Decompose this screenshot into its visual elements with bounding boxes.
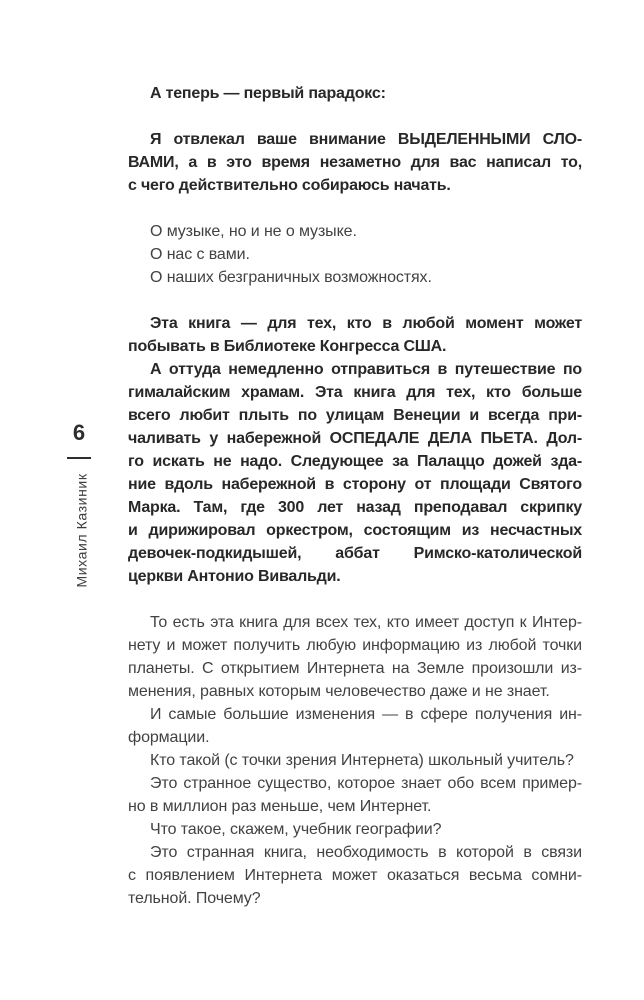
paragraph bbox=[128, 312, 582, 358]
text-line: но в миллион раз меньше, чем Интернет. bbox=[128, 798, 432, 815]
text-line: Эта книга — для тех, кто в любой момент может bbox=[150, 315, 582, 332]
text-line: Марка. Там, где 300 лет назад преподавал скрипку bbox=[128, 499, 582, 516]
paragraph bbox=[128, 749, 582, 772]
paragraph bbox=[128, 82, 582, 105]
text-line: О наших безграничных возможностях. bbox=[150, 269, 432, 286]
page-content bbox=[128, 82, 582, 910]
text-line: А оттуда немедленно отправиться в путешествие по bbox=[150, 361, 582, 378]
paragraph bbox=[128, 611, 582, 703]
text-line: Это странное существо, которое знает обо всем пример- bbox=[150, 775, 582, 792]
author-name-vertical: Михаил Казиник bbox=[73, 473, 90, 588]
paragraph bbox=[128, 818, 582, 841]
text-line: Кто такой (с точки зрения Интернета) школьный учитель? bbox=[150, 752, 574, 769]
text-line: А теперь — первый парадокс: bbox=[150, 85, 386, 102]
paragraph bbox=[128, 841, 582, 910]
text-line: го искать не надо. Следующее за Палаццо дожей зда- bbox=[128, 453, 582, 470]
text-line: То есть эта книга для всех тех, кто имеет доступ к Интер- bbox=[150, 614, 582, 631]
text-line: ВАМИ, а в это время незаметно для вас написал то, bbox=[128, 154, 582, 171]
page-number: 6 bbox=[72, 420, 86, 445]
text-line: планеты. С открытием Интернета на Земле произошли из- bbox=[128, 660, 582, 677]
text-line: гималайским храмам. Эта книга для тех, кто больше bbox=[128, 384, 582, 401]
paragraph bbox=[128, 358, 582, 588]
text-line: и дирижировал оркестром, состоящим из несчастных bbox=[128, 522, 582, 539]
text-line: с появлением Интернета может оказаться весьма сомни- bbox=[128, 867, 582, 884]
text-line: чаливать у набережной ОСПЕДАЛЕ ДЕЛА ПЬЕТА. Дол- bbox=[128, 430, 582, 447]
text-line: нету и может получить любую информацию из любой точки bbox=[128, 637, 582, 654]
text-line: побывать в Библиотеке Конгресса США. bbox=[128, 338, 447, 355]
text-line: О музыке, но и не о музыке. bbox=[150, 223, 357, 240]
text-line: тельной. Почему? bbox=[128, 890, 261, 907]
text-line: ние вдоль набережной в сторону от площади Святого bbox=[128, 476, 582, 493]
text-line: девочек-подкидышей, аббат Римско-католической bbox=[128, 545, 582, 562]
text-line: всего любит плыть по улицам Венеции и всегда при- bbox=[128, 407, 582, 424]
paragraph bbox=[128, 772, 582, 818]
paragraph bbox=[128, 703, 582, 749]
text-line: с чего действительно собираюсь начать. bbox=[128, 177, 451, 194]
text-line: Я отвлекал ваше внимание ВЫДЕЛЕННЫМИ СЛО- bbox=[150, 131, 582, 148]
text-line: О нас с вами. bbox=[150, 246, 250, 263]
text-line: формации. bbox=[128, 729, 210, 746]
text-line: Это странная книга, необходимость в которой в связи bbox=[150, 844, 582, 861]
text-line: церкви Антонио Вивальди. bbox=[128, 568, 341, 585]
paragraph bbox=[128, 128, 582, 197]
text-line: И самые большие изменения — в сфере получения ин- bbox=[150, 706, 582, 723]
page-number-rule bbox=[67, 457, 91, 459]
text-line: менения, равных которым человечество даже и не знает. bbox=[128, 683, 550, 700]
paragraph bbox=[128, 220, 582, 289]
text-line: Что такое, скажем, учебник географии? bbox=[150, 821, 442, 838]
